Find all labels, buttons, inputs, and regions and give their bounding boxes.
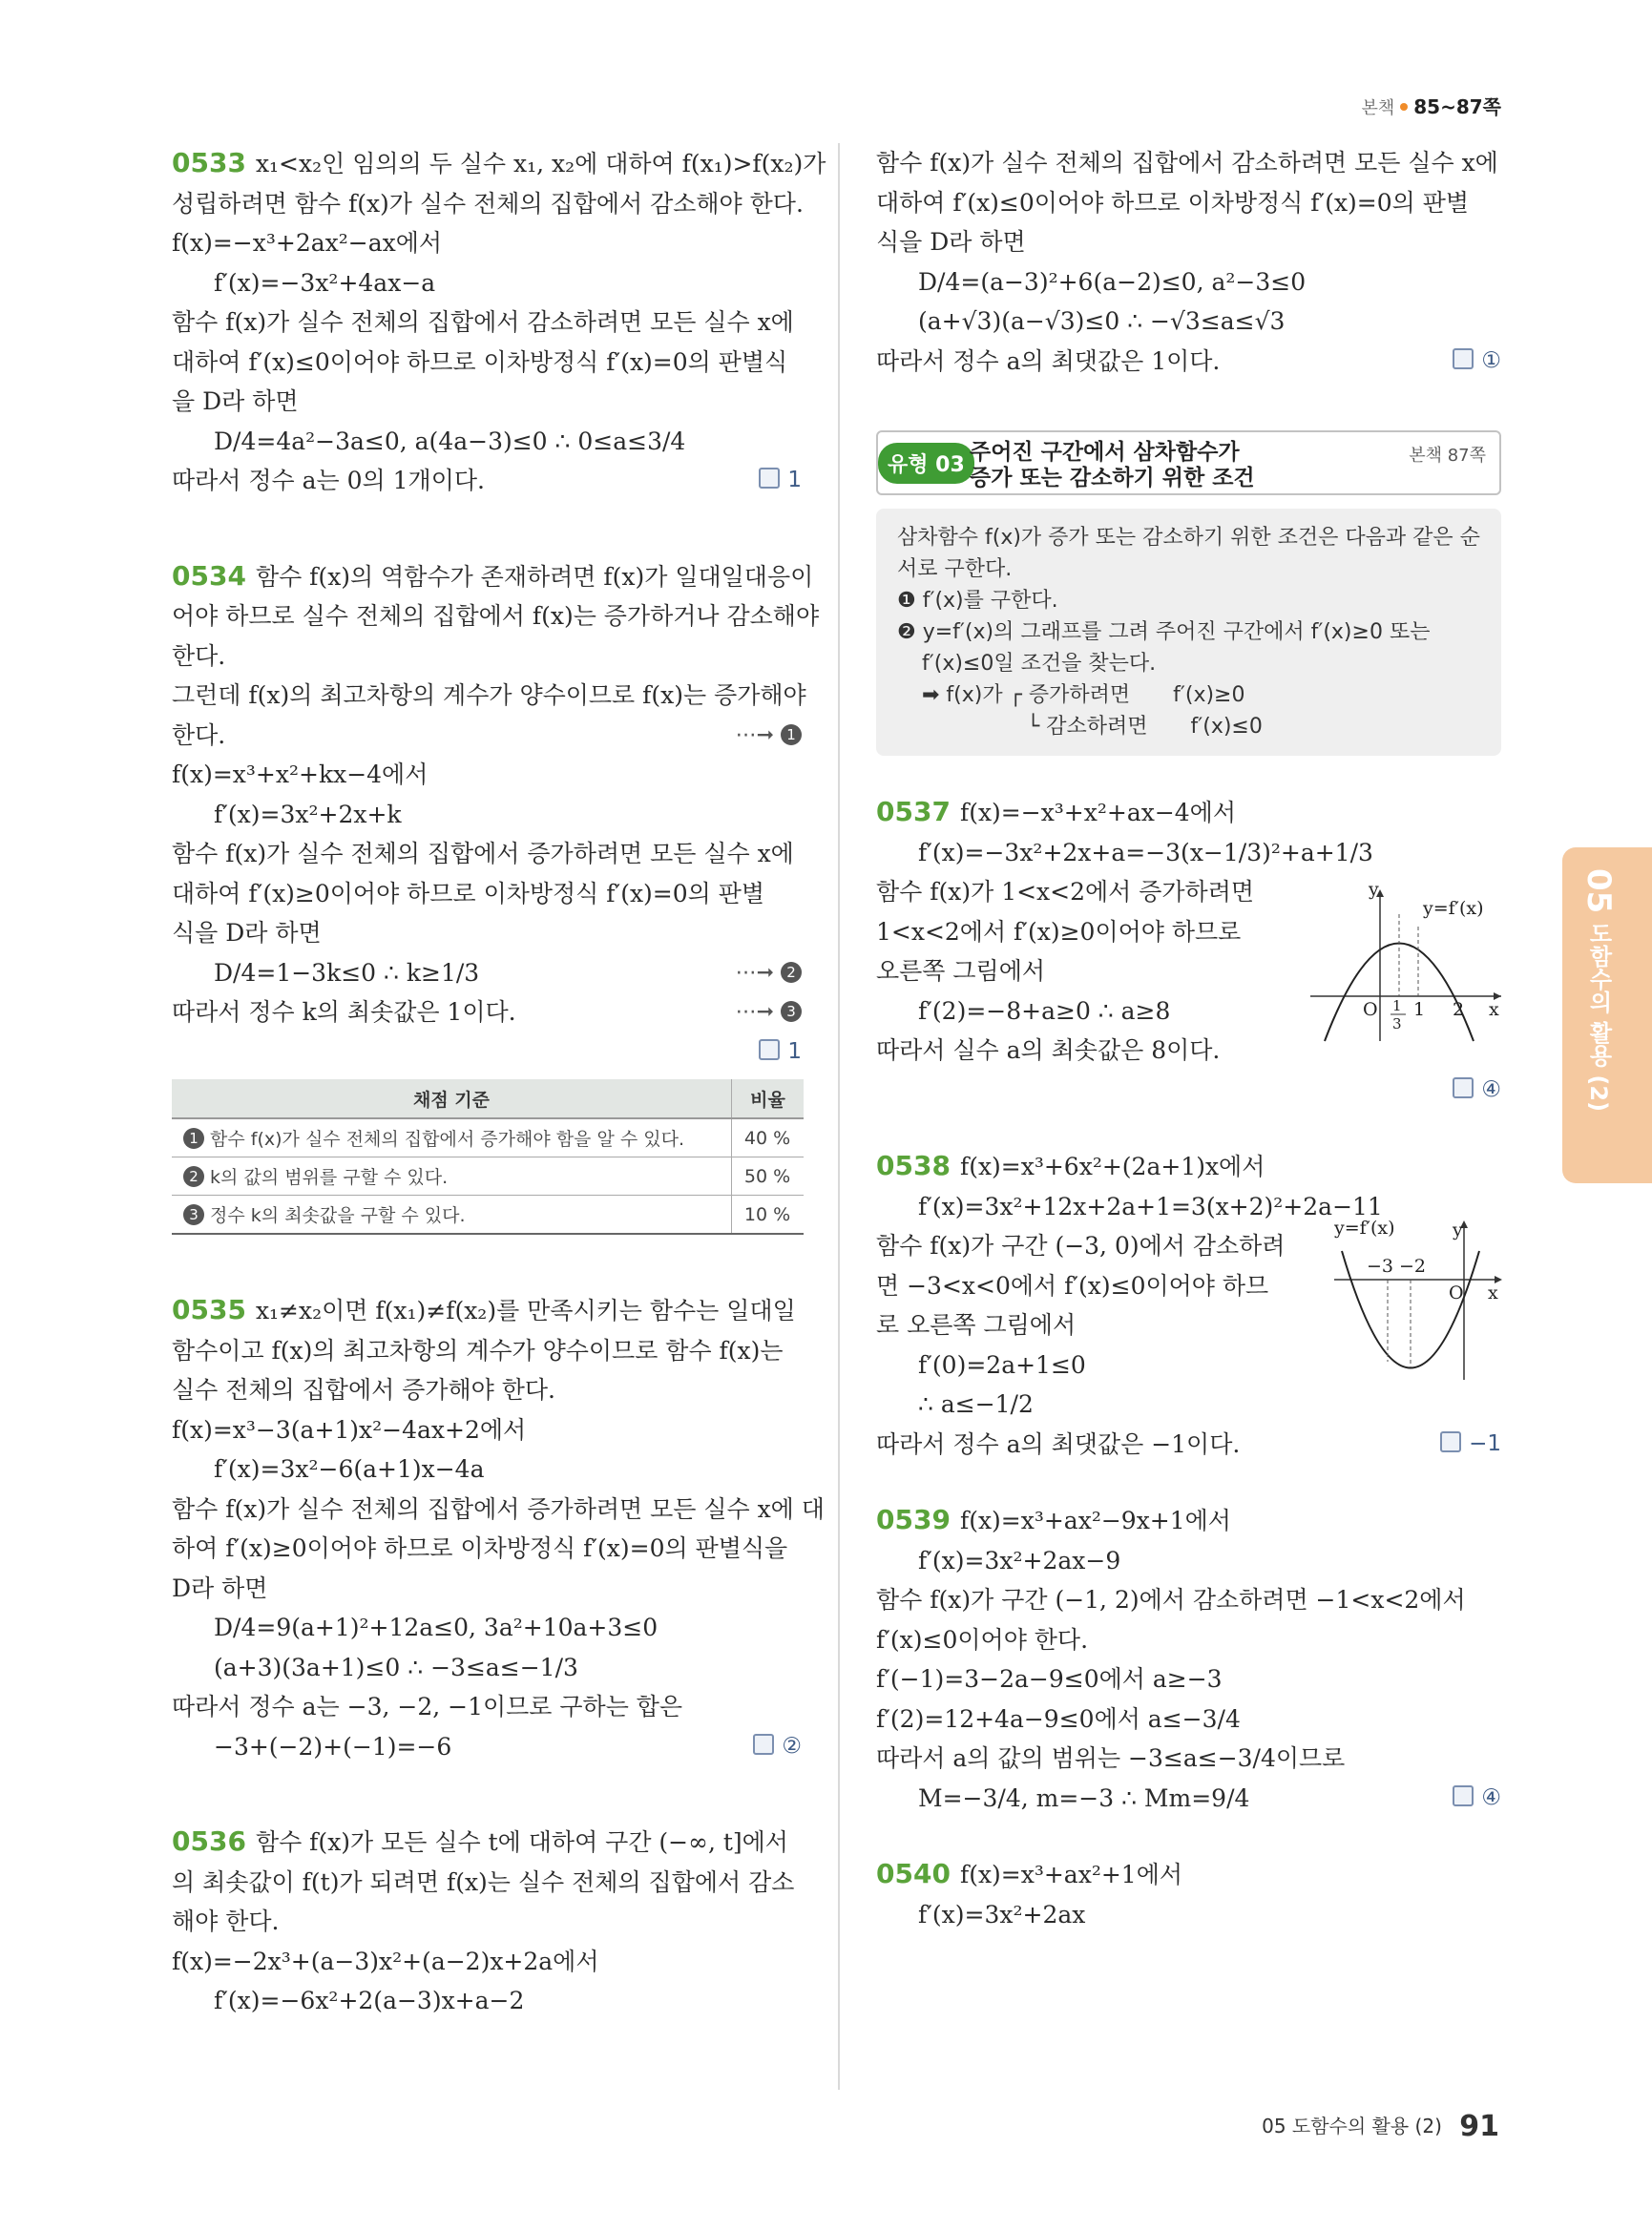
answer: 1	[787, 468, 802, 492]
line: f(x)=x³−3(a+1)x²−4ax+2에서	[172, 1415, 527, 1444]
line: x₁<x₂인 임의의 두 실수 x₁, x₂에 대하여 f(x₁)>f(x₂)가	[255, 150, 826, 177]
equation: f′(2)=−8+a≥0 ∴ a≥8	[918, 996, 1171, 1025]
page-header	[1361, 92, 1501, 119]
type-title-line: 증가 또는 감소하기 위한 조건	[970, 466, 1255, 490]
problem-number: 0540	[876, 1858, 951, 1889]
line: D라 하면	[172, 1574, 268, 1602]
line: x₁≠x₂이면 f(x₁)≠f(x₂)를 만족시키는 함수는 일대일	[255, 1297, 796, 1324]
equation: f′(−1)=3−2a−9≤0에서 a≥−3	[876, 1665, 1223, 1693]
curve-label: y=f′(x)	[1334, 1218, 1395, 1239]
tick-label: 2	[1453, 999, 1465, 1020]
line: f(x)=x³+ax²−9x+1에서	[959, 1507, 1231, 1534]
line: 그런데 f(x)의 최고차항의 계수가 양수이므로 f(x)는 증가해야	[172, 681, 806, 709]
line: 함수 f(x)가 모든 실수 t에 대하여 구간 (−∞, t]에서	[255, 1828, 788, 1856]
problem-0536-continued	[876, 143, 1501, 381]
right-column	[876, 143, 1501, 1934]
step-marker: 3	[781, 1001, 802, 1022]
answer-icon	[1453, 1077, 1474, 1098]
line: 식을 D라 하면	[876, 228, 1026, 256]
answer: ②	[782, 1733, 802, 1759]
line: 함수이고 f(x)의 최고차항의 계수가 양수이므로 함수 f(x)는	[172, 1336, 784, 1365]
answer: ④	[1481, 1076, 1501, 1102]
chapter-title: 도함수의 활용 (2)	[1585, 921, 1612, 1113]
origin-label: O	[1363, 999, 1378, 1020]
line: 어야 하므로 실수 전체의 집합에서 f(x)는 증가하거나 감소해야	[172, 602, 820, 630]
line: 함수 f(x)가 실수 전체의 집합에서 증가하려면 모든 실수 x에	[172, 840, 794, 867]
chapter-number: 05	[1579, 868, 1618, 914]
equation: D/4=1−3k≤0 ∴ k≥1/3	[214, 958, 480, 987]
table-cell: 50 %	[732, 1157, 805, 1196]
header-dot	[1400, 103, 1408, 111]
equation: M=−3/4, m=−3 ∴ Mm=9/4	[918, 1783, 1250, 1812]
line: 함수 f(x)의 역함수가 존재하려면 f(x)가 일대일대응이	[255, 562, 814, 591]
x-label: x	[1489, 999, 1499, 1020]
problem-number: 0534	[172, 559, 246, 592]
line: 해야 한다.	[172, 1908, 280, 1935]
chapter-side-tab-label	[1579, 868, 1618, 1112]
tip-line: 서로 구한다.	[897, 557, 1013, 581]
answer-icon	[759, 1039, 780, 1060]
equation: f′(0)=2a+1≤0	[918, 1350, 1086, 1379]
line: 식을 D라 하면	[172, 919, 322, 947]
header-pages: 85~87쪽	[1413, 95, 1501, 118]
y-label: y	[1453, 1220, 1463, 1241]
y-label: y	[1369, 884, 1379, 900]
answer: 1	[787, 1038, 802, 1064]
line: 따라서 정수 k의 최솟값은 1이다.	[172, 998, 516, 1026]
line: f(x)=−x³+x²+ax−4에서	[959, 799, 1236, 826]
problem-number: 0537	[876, 796, 951, 827]
table-header: 비율	[732, 1079, 805, 1118]
answer-icon	[1453, 1785, 1474, 1806]
table-row	[172, 1196, 804, 1235]
problem-number: 0536	[172, 1825, 246, 1857]
equation: f′(x)=3x²+12x+2a+1=3(x+2)²+2a−11	[918, 1192, 1383, 1220]
line: 함수 f(x)가 실수 전체의 집합에서 감소하려면 모든 실수 x에	[172, 308, 794, 336]
line: 함수 f(x)가 1<x<2에서 증가하려면	[876, 878, 1255, 906]
line: 하여 f′(x)≥0이어야 하므로 이차방정식 f′(x)=0의 판별식을	[172, 1534, 788, 1562]
answer: ①	[1481, 347, 1501, 373]
table-cell: 정수 k의 최솟값을 구할 수 있다.	[210, 1205, 466, 1226]
line: 오른쪽 그림에서	[876, 957, 1045, 985]
step-marker: 3	[183, 1204, 204, 1225]
line: 대하여 f′(x)≤0이어야 하므로 이차방정식 f′(x)=0의 판별식	[172, 347, 788, 376]
line: 따라서 정수 a의 최댓값은 −1이다.	[876, 1429, 1241, 1458]
problem-number: 0539	[876, 1504, 951, 1535]
line: f(x)=−2x³+(a−3)x²+(a−2)x+2a에서	[172, 1947, 599, 1975]
tip-line: ❷ y=f′(x)의 그래프를 그려 주어진 구간에서 f′(x)≥0 또는	[897, 620, 1431, 644]
table-cell: k의 값의 범위를 구할 수 있다.	[210, 1167, 449, 1188]
step-marker: 2	[781, 962, 802, 983]
table-row	[172, 1118, 804, 1157]
table-cell: 40 %	[732, 1118, 805, 1157]
step-marker: 2	[183, 1166, 204, 1187]
tip-branch: └ 감소하려면	[1027, 715, 1148, 739]
problem-0535	[172, 1290, 825, 1766]
answer: −1	[1469, 1430, 1501, 1456]
tip-line: ❶ f′(x)를 구한다.	[897, 589, 1058, 613]
line: 함수 f(x)가 구간 (−1, 2)에서 감소하려면 −1<x<2에서	[876, 1586, 1466, 1614]
tip-arrow-text: ➡ f(x)가	[922, 683, 1003, 707]
problem-number: 0533	[172, 147, 246, 178]
curve-label: y=f′(x)	[1423, 898, 1484, 919]
type-reference: 본책 87쪽	[1409, 446, 1486, 466]
problem-0534: 0534 함수 f(x)의 역함수가 존재하려면 f(x)가 일대일대응이 어야 하므로 실수 전체의 집합에서 f(x)는 증가하거나 감소해야 한다. 그런데 f(x)의 최고차항의 계수가 양수이므로 f(x)는 증가해야 한다. ⋯➞ 1 f(x)=x³+x²+kx−4에서 f′(x)=3x²+2x+k 함수 f(x)가 실수 전체의 집합에서 증가하려면 모든 실수 x에 대하여 f′(x)≥0이어야 하므로 이차방정식 f′(x)=0의 판별 식을 D라 하면 D/4=1−3k≤0 ∴ k≥1/3 ⋯➞ 2 따라서 정수 k의 최솟값은 1이다. ⋯➞ 3 1	[172, 559, 820, 1064]
problem-0533	[172, 143, 826, 501]
equation: f′(x)=3x²+2ax−9	[918, 1546, 1121, 1574]
equation: f′(x)=−3x²+2x+a=−3(x−1/3)²+a+1/3	[918, 838, 1373, 866]
line: 을 D라 하면	[172, 387, 299, 415]
tip-condition: f′(x)≤0	[1190, 715, 1263, 739]
step-marker: 1	[781, 724, 802, 745]
line: 한다.	[172, 720, 226, 749]
footer-chapter: 05 도함수의 활용 (2)	[1262, 2115, 1442, 2137]
line: 의 최솟값이 f(t)가 되려면 f(x)는 실수 전체의 집합에서 감소	[172, 1867, 795, 1896]
equation: D/4=9(a+1)²+12a≤0, 3a²+10a+3≤0	[214, 1614, 659, 1641]
step-marker: 1	[183, 1128, 204, 1149]
type-title-line: 주어진 구간에서 삼차함수가	[970, 440, 1240, 465]
tip-line: 삼차함수 f(x)가 증가 또는 감소하기 위한 조건은 다음과 같은 순	[897, 526, 1480, 550]
graph-0537	[1306, 884, 1506, 1046]
answer-icon	[753, 1734, 774, 1755]
table-cell: 함수 f(x)가 실수 전체의 집합에서 증가해야 함을 알 수 있다.	[210, 1129, 684, 1150]
tick-label: 1	[1392, 997, 1402, 1014]
line: 실수 전체의 집합에서 증가해야 한다.	[172, 1376, 555, 1404]
answer: ④	[1481, 1784, 1501, 1810]
left-column	[172, 143, 826, 2021]
column-divider	[838, 143, 840, 2090]
tick-label: 3	[1392, 1015, 1402, 1032]
line: 따라서 정수 a의 최댓값은 1이다.	[876, 346, 1221, 375]
answer-icon	[1440, 1431, 1461, 1452]
line: f(x)=x³+6x²+(2a+1)x에서	[959, 1153, 1265, 1180]
tip-line: f′(x)≤0일 조건을 찾는다.	[922, 652, 1157, 676]
line: 함수 f(x)가 실수 전체의 집합에서 증가하려면 모든 실수 x에 대	[172, 1494, 825, 1523]
equation: f′(2)=12+4a−9≤0에서 a≤−3/4	[876, 1704, 1241, 1733]
origin-label: O	[1449, 1282, 1464, 1303]
tip-branch: ┌ 증가하려면	[1009, 683, 1131, 707]
problem-number: 0538	[876, 1150, 951, 1181]
problem-0538	[876, 1146, 1501, 1464]
tip-condition: f′(x)≥0	[1173, 683, 1245, 707]
equation: −3+(−2)+(−1)=−6	[214, 1732, 452, 1761]
equation: D/4=4a²−3a≤0, a(4a−3)≤0 ∴ 0≤a≤3/4	[214, 427, 686, 455]
problem-0540	[876, 1854, 1501, 1934]
problem-0539	[876, 1500, 1501, 1818]
problem-0536	[172, 1822, 802, 2021]
page-number: 91	[1459, 2110, 1499, 2143]
table-cell: 10 %	[732, 1196, 805, 1235]
equation: f′(x)=3x²+2ax	[918, 1900, 1086, 1929]
line: f′(x)=−6x²+2(a−3)x+a−2	[214, 1987, 525, 2014]
line: 따라서 정수 a는 0의 1개이다.	[172, 467, 485, 494]
line: 따라서 정수 a는 −3, −2, −1이므로 구하는 합은	[172, 1693, 683, 1720]
type-title	[970, 440, 1255, 491]
tick-label: 1	[1413, 999, 1426, 1020]
answer-icon	[1453, 348, 1474, 369]
line: f(x)=x³+x²+kx−4에서	[172, 761, 429, 788]
line: 성립하려면 함수 f(x)가 실수 전체의 집합에서 감소해야 한다.	[172, 189, 804, 218]
line: 따라서 실수 a의 최솟값은 8이다.	[876, 1036, 1221, 1064]
tick-label: −2	[1399, 1256, 1427, 1277]
line: f′(x)=3x²+2x+k	[214, 800, 402, 828]
answer-icon	[759, 468, 780, 489]
line: f′(x)=−3x²+4ax−a	[214, 268, 436, 297]
line: f′(x)≤0이어야 한다.	[876, 1625, 1089, 1654]
line: 대하여 f′(x)≥0이어야 하므로 이차방정식 f′(x)=0의 판별	[172, 879, 765, 907]
equation: (a+√3)(a−√3)≤0 ∴ −√3≤a≤√3	[918, 307, 1286, 335]
tip-box	[876, 509, 1501, 756]
line: 함수 f(x)가 실수 전체의 집합에서 감소하려면 모든 실수 x에	[876, 149, 1498, 177]
line: 대하여 f′(x)≤0이어야 하므로 이차방정식 f′(x)=0의 판별	[876, 188, 1470, 217]
line: f′(x)=3x²−6(a+1)x−4a	[214, 1455, 485, 1483]
tick-label: −3	[1367, 1256, 1394, 1277]
table-header: 채점 기준	[172, 1079, 732, 1118]
line: 함수 f(x)가 구간 (−3, 0)에서 감소하려	[876, 1232, 1286, 1260]
graph-0538	[1332, 1213, 1504, 1385]
line: 1<x<2에서 f′(x)≥0이어야 하므로	[876, 917, 1242, 946]
problem-number: 0535	[172, 1294, 246, 1325]
line: 한다.	[172, 641, 226, 670]
equation: D/4=(a−3)²+6(a−2)≤0, a²−3≤0	[918, 267, 1307, 296]
table-row	[172, 1157, 804, 1196]
line: 면 −3<x<0에서 f′(x)≤0이어야 하므	[876, 1271, 1269, 1300]
equation: ∴ a≤−1/2	[918, 1390, 1034, 1418]
line: f(x)=x³+ax²+1에서	[959, 1861, 1182, 1888]
equation: (a+3)(3a+1)≤0 ∴ −3≤a≤−1/3	[214, 1653, 578, 1681]
line: 로 오른쪽 그림에서	[876, 1311, 1077, 1339]
x-label: x	[1488, 1282, 1498, 1303]
type-badge: 유형 03	[878, 443, 974, 484]
line: 따라서 a의 값의 범위는 −3≤a≤−3/4이므로	[876, 1744, 1346, 1772]
header-book: 본책	[1361, 98, 1395, 118]
line: f(x)=−x³+2ax²−ax에서	[172, 229, 443, 257]
type-03-header	[876, 430, 1501, 495]
problem-0537	[876, 792, 1501, 1110]
grading-criteria-table	[172, 1079, 804, 1235]
page-footer	[1262, 2110, 1499, 2143]
